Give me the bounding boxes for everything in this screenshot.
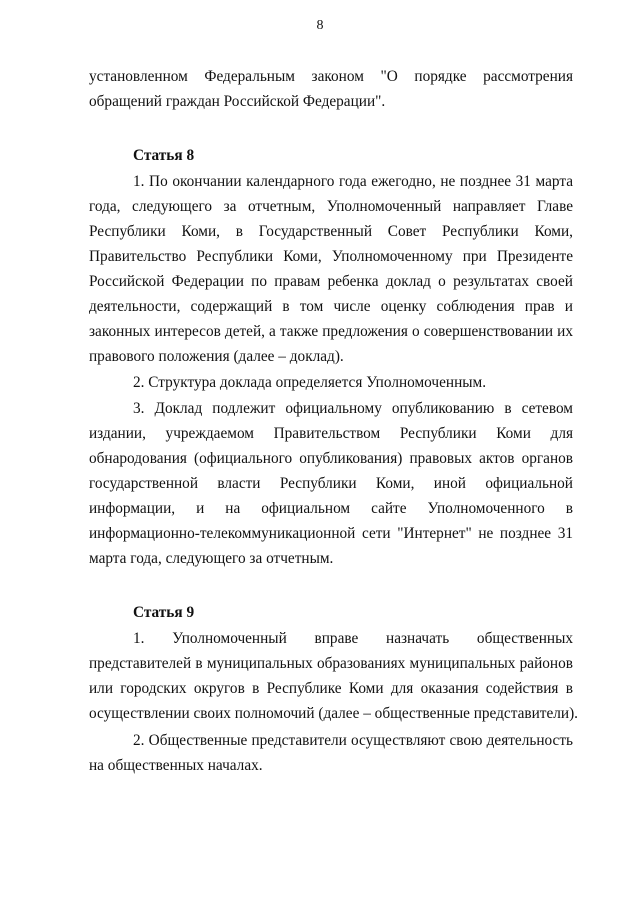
text-line: Правительство Республики Коми, Уполномоченному при Президенте <box>89 248 573 265</box>
text-line: 2. Структура доклада определяется Уполномоченным. <box>133 374 487 391</box>
text-line: законных интересов детей, а также предложения о совершенствовании их <box>89 323 573 340</box>
text-line: марта года, следующего за отчетным. <box>89 550 334 567</box>
text-line: 1. Уполномоченный вправе назначать общественных <box>133 630 573 647</box>
text-line: или городских округов в Республике Коми для оказания содействия в <box>89 680 573 697</box>
text-line: информационно-телекоммуникационной сети "Интернет" не позднее 31 <box>89 525 573 542</box>
text-line: правового положения (далее – доклад). <box>89 348 344 365</box>
text-line: на общественных началах. <box>89 757 263 774</box>
text-line: установленном Федеральным законом "О порядке рассмотрения <box>89 68 573 85</box>
text-line: деятельности, содержащий в том числе оценку соблюдения прав и <box>89 298 573 315</box>
text-line: издании, учреждаемом Правительством Республики Коми для <box>89 425 573 442</box>
text-line: 2. Общественные представители осуществляют свою деятельность <box>133 732 573 749</box>
text-line: года, следующего за отчетным, Уполномоченный направляет Главе <box>89 198 573 215</box>
text-line: Республики Коми, в Государственный Совет Республики Коми, <box>89 223 573 240</box>
text-line: осуществлении своих полномочий (далее – общественные представители). <box>89 705 578 722</box>
article-9-heading: Статья 9 <box>133 604 195 621</box>
text-line: информации, и на официальном сайте Уполномоченного в <box>89 500 573 517</box>
text-line: 3. Доклад подлежит официальному опубликованию в сетевом <box>133 400 573 417</box>
text-line: представителей в муниципальных образованиях муниципальных районов <box>89 655 573 672</box>
text-line: государственной власти Республики Коми, иной официальной <box>89 475 573 492</box>
page-number: 8 <box>316 18 324 33</box>
text-line: обнародования (официального опубликования) правовых актов органов <box>89 450 573 467</box>
text-line: 1. По окончании календарного года ежегодно, не позднее 31 марта <box>133 173 573 190</box>
article-8-heading: Статья 8 <box>133 147 195 164</box>
text-line: Российской Федерации по правам ребенка доклад о результатах своей <box>89 273 573 290</box>
text-line: обращений граждан Российской Федерации". <box>89 93 386 110</box>
